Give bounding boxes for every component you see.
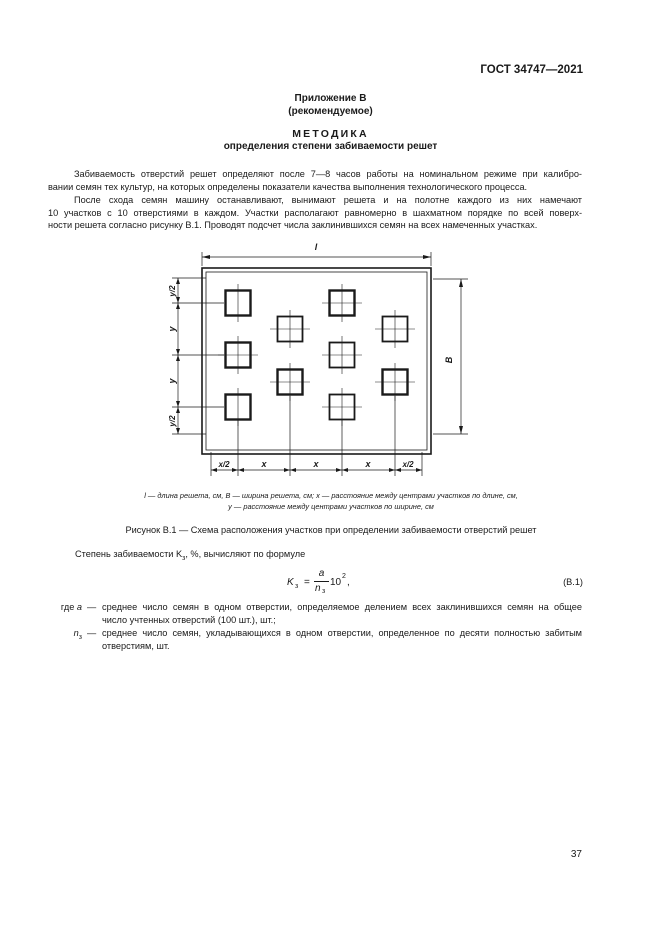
label-x-1: x [261, 459, 267, 469]
label-b: В [444, 356, 454, 364]
paragraph-1-line-1: Забиваемость отверстий решет определяют после 7—8 часов работы на номинальном режиме при калибро- [74, 169, 582, 179]
plot-4 [270, 310, 310, 348]
plot-10 [375, 363, 415, 401]
label-l: l [314, 242, 318, 252]
label-x-2: x [313, 459, 319, 469]
formula-denominator-sub: з [322, 588, 326, 595]
plot-1 [226, 284, 251, 322]
paragraph-1 [48, 168, 582, 193]
formula-lhs-sub: з [295, 583, 299, 590]
figure-legend-line-2: y — расстояние между центрами участков по ширине, см [228, 501, 434, 511]
label-x-half-right: x/2 [402, 460, 414, 469]
formula-definitions: где a — среднее число семян в одном отверстии, определяемое делением всех заклинившихся семян на общее число учтенных отверстий (100 шт.), шт.; $n_з$ — среднее число семян, укладывающихся в одном отверстии, определенное по десяти полностью забитым отверстиям, шт. [60, 602, 582, 651]
label-y-half-top: y/2 [168, 285, 177, 297]
label-y-2: y [167, 378, 177, 384]
formula-power: 2 [342, 573, 346, 580]
paragraph-2-line-2: 10 участков с 10 отверстиями в каждом. Участки располагают равномерно в шахматном порядке по всей поверх- [48, 207, 582, 218]
plot-9 [375, 310, 415, 348]
formula-tail: , [347, 577, 350, 588]
paragraph-2-line-1: После схода семян машину останавливают, вынимают решета и на полотне каждого из них намечают [74, 195, 582, 205]
paragraph-2 [48, 194, 582, 232]
paragraph-2-line-3: ности решета согласно рисунку В.1. Проводят подсчет числа заклинившихся семян на всех намеченных участках. [48, 220, 538, 231]
sieve-layout-diagram [150, 238, 480, 478]
method-subtitle: определения степени забиваемости решет [223, 141, 438, 152]
label-x-half-left: x/2 [218, 460, 230, 469]
figure-caption: Рисунок В.1 — Схема расположения участков при определении забиваемости отверстий решет [125, 525, 537, 535]
plot-6 [322, 284, 362, 322]
figure-legend [48, 491, 614, 512]
method-title: МЕТОДИКА [292, 128, 369, 140]
plot-2 [218, 336, 258, 374]
plot-5 [270, 363, 310, 401]
formula-fraction-bar [314, 581, 329, 582]
sieve-inner-border [206, 272, 427, 450]
plot-8 [322, 388, 362, 426]
formula-lhs: K [287, 577, 294, 588]
page-number: 37 [570, 849, 582, 860]
paragraph-1-line-2: вании семян тех культур, на которых определены показатели качества выполнения технологического процесса. [48, 181, 528, 192]
label-y-half-bottom: y/2 [168, 415, 177, 427]
formula-numerator: a [318, 568, 325, 579]
sieve-outer-border [202, 268, 431, 454]
formula-equals: = [304, 577, 310, 588]
plot-7 [322, 336, 362, 374]
plot-3 [226, 388, 251, 426]
formula-intro: Степень забиваемости $K_з$, %, вычисляют по формуле [75, 549, 306, 562]
formula-number: (В.1) [563, 577, 583, 587]
appendix-note: (рекомендуемое) [288, 106, 373, 117]
label-x-3: x [365, 459, 371, 469]
figure-legend-line-1: l — длина решета, см, В — ширина решета, см; x — расстояние между центрами участков по длине, см, [144, 491, 518, 500]
formula-factor: 10 [330, 577, 342, 588]
standard-number: ГОСТ 34747—2021 [480, 64, 583, 76]
label-y-1: y [167, 326, 177, 332]
formula-denominator: n [315, 583, 321, 594]
formula-k3 [287, 568, 367, 598]
appendix-title: Приложение В [294, 93, 367, 104]
